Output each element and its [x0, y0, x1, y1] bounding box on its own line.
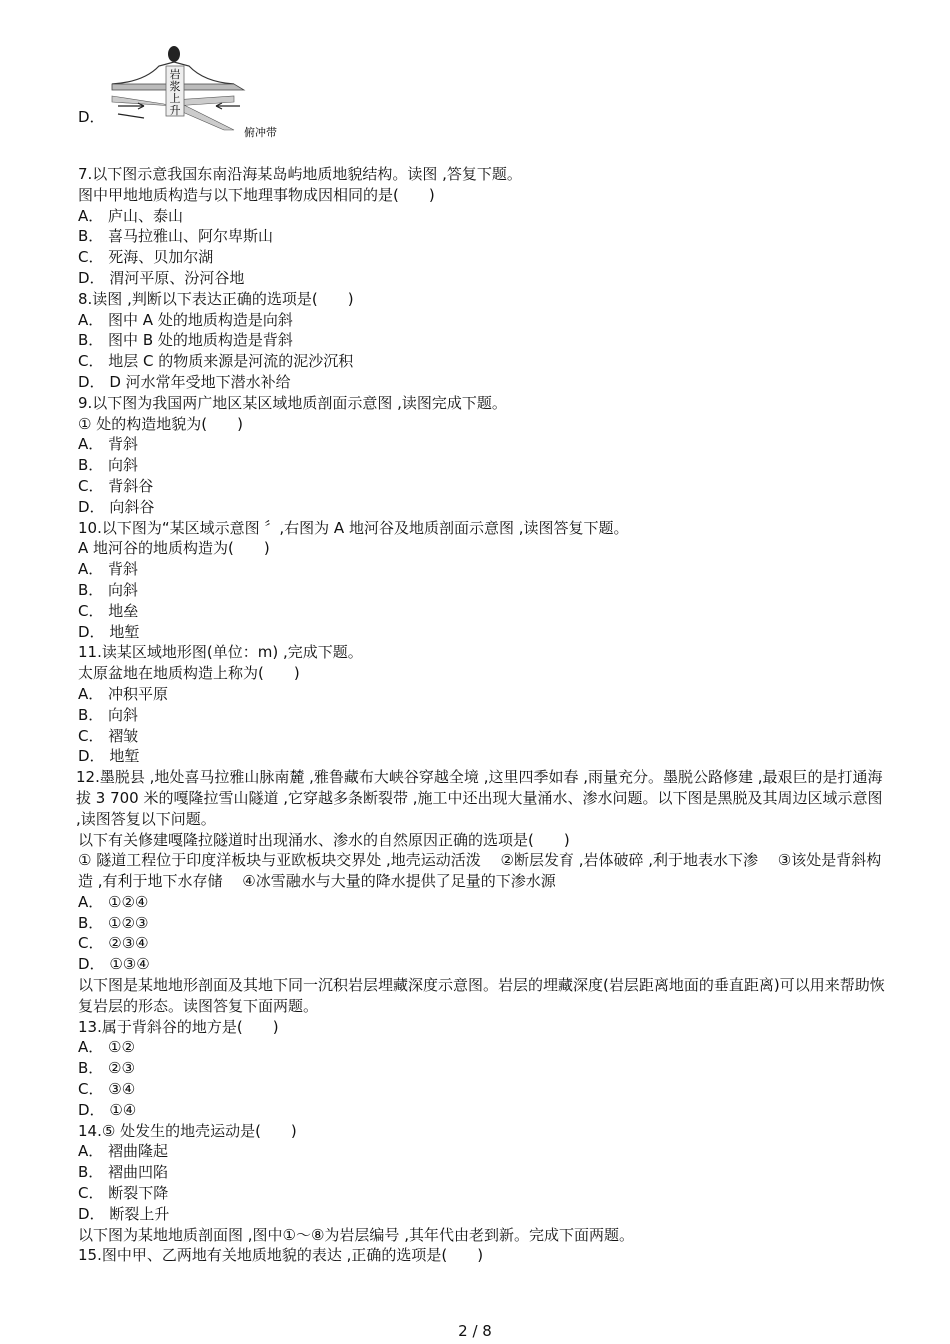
text-line: D． 地堑 [78, 747, 140, 766]
text-line: A． 图中 A 处的地质构造是向斜 [78, 310, 293, 329]
volcano-plume [168, 46, 180, 62]
text-line: D． 地堑 [78, 622, 140, 641]
question-content [78, 164, 888, 1266]
text-line: D． D 河水常年受地下潜水补给 [78, 372, 291, 391]
text-line: A． 背斜 [78, 435, 139, 454]
option-letter: D． [78, 108, 105, 126]
lines-12-block [78, 830, 888, 851]
text-line: 以下有关修建嘎隆拉隧道时出现涌水、渗水的自然原因正确的选项是( ) [78, 830, 570, 849]
text-line: A． 褶曲隆起 [78, 1142, 169, 1161]
text-line: 8.读图 ,判断以下表达正确的选项是( ) [78, 289, 354, 308]
text-line: A． 冲积平原 [78, 684, 169, 703]
text-line: B． 向斜 [78, 456, 139, 475]
question-12-items: ① 隧道工程位于印度洋板块与亚欧板块交界处 ,地壳运动活泼 ②断层发育 ,岩体破碎 ,利于地表水下渗 ③该处是背斜构造 ,有利于地下水存储 ④冰雪融水与大量的降水提供了足量的下渗水源 [78, 851, 882, 891]
text-line: B． 褶曲凹陷 [78, 1163, 169, 1182]
text-line: A． 背斜 [78, 560, 139, 579]
text-line: D． 渭河平原、汾河谷地 [78, 268, 245, 287]
text-line: C． 断裂下降 [78, 1184, 169, 1203]
text-line: ① 处的构造地貌为( ) [78, 414, 243, 433]
lines-block [78, 164, 888, 767]
text-line: 11.读某区域地形图(单位：m) ,完成下题。 [78, 643, 363, 662]
lines-12-opts-block [78, 892, 888, 975]
text-line: B． 向斜 [78, 705, 139, 724]
subduction-diagram [104, 44, 324, 144]
text-line: D． ①③④ [78, 955, 150, 974]
question-13-intro: 以下图是某地地形剖面及其地下同一沉积岩层埋藏深度示意图。岩层的埋藏深度(岩层距离地面的垂直距离)可以用来帮助恢复岩层的形态。读图答复下面两题。 [78, 976, 885, 1015]
label-subduction: 俯冲带 [244, 126, 277, 139]
label-magma-2: 浆 [169, 80, 181, 93]
label-magma-3: 上 [169, 92, 181, 105]
text-line: A． 庐山、泰山 [78, 206, 184, 225]
text-line: C． 地垒 [78, 601, 139, 620]
lines-13-block [78, 1017, 888, 1267]
text-line: B． 向斜 [78, 580, 139, 599]
option-d-figure-row [78, 44, 378, 144]
text-line: B． ②③ [78, 1059, 135, 1078]
text-line: 10.以下图为“某区域示意图 〞,右图为 A 地河谷及地质剖面示意图 ,读图答复下题。 [78, 518, 629, 537]
text-line: 15.图中甲、乙两地有关地质地貌的表达 ,正确的选项是( ) [78, 1246, 484, 1265]
text-line: C． 背斜谷 [78, 476, 154, 495]
text-line: B． 图中 B 处的地质构造是背斜 [78, 331, 293, 350]
text-line: 14.⑤ 处发生的地壳运动是( ) [78, 1121, 297, 1140]
label-magma-4: 升 [169, 104, 181, 117]
question-12-stem: 12.墨脱县 ,地处喜马拉雅山脉南麓 ,雅鲁藏布大峡谷穿越全境 ,这里四季如春 ,雨量充分。墨脱公路修建 ,最艰巨的是打通海拔 3 700 米的嘎隆拉雪山隧道 ,它穿越多条断裂带 ,施工中还出现大量涌水、渗水问题。以下图是黑脱及其周边区域示意图 ,读图答复以下问题。 [76, 768, 883, 828]
text-line: B． ①②③ [78, 913, 149, 932]
text-line: 13.属于背斜谷的地方是( ) [78, 1017, 279, 1036]
text-line: C． 褶皱 [78, 726, 139, 745]
text-line: 太原盆地在地质构造上称为( ) [78, 664, 300, 683]
text-line: 图中甲地地质构造与以下地理事物成因相同的是( ) [78, 185, 435, 204]
text-line: A． ①② [78, 1038, 135, 1057]
page-number: 2 / 8 [458, 1322, 492, 1340]
text-line: A 地河谷的地质构造为( ) [78, 539, 270, 558]
text-line: D． 断裂上升 [78, 1204, 170, 1223]
text-line: B． 喜马拉雅山、阿尔卑斯山 [78, 227, 274, 246]
text-line: C． ②③④ [78, 934, 149, 953]
text-line: A． ①②④ [78, 892, 149, 911]
text-line: 以下图为某地地质剖面图 ,图中①～⑧为岩层编号 ,其年代由老到新。完成下面两题。 [78, 1225, 634, 1244]
text-line: 9.以下图为我国两广地区某区域地质剖面示意图 ,读图完成下题。 [78, 393, 507, 412]
text-line: C． 死海、贝加尔湖 [78, 248, 214, 267]
text-line: D． 向斜谷 [78, 497, 155, 516]
text-line: D． ①④ [78, 1100, 137, 1119]
text-line: C． 地层 C 的物质来源是河流的泥沙沉积 [78, 352, 354, 371]
text-line: 7.以下图示意我国东南沿海某岛屿地质地貌结构。读图 ,答复下题。 [78, 165, 522, 183]
text-line: C． ③④ [78, 1080, 136, 1099]
label-magma-1: 岩 [169, 68, 181, 81]
left-arrow-line-2 [118, 114, 144, 118]
